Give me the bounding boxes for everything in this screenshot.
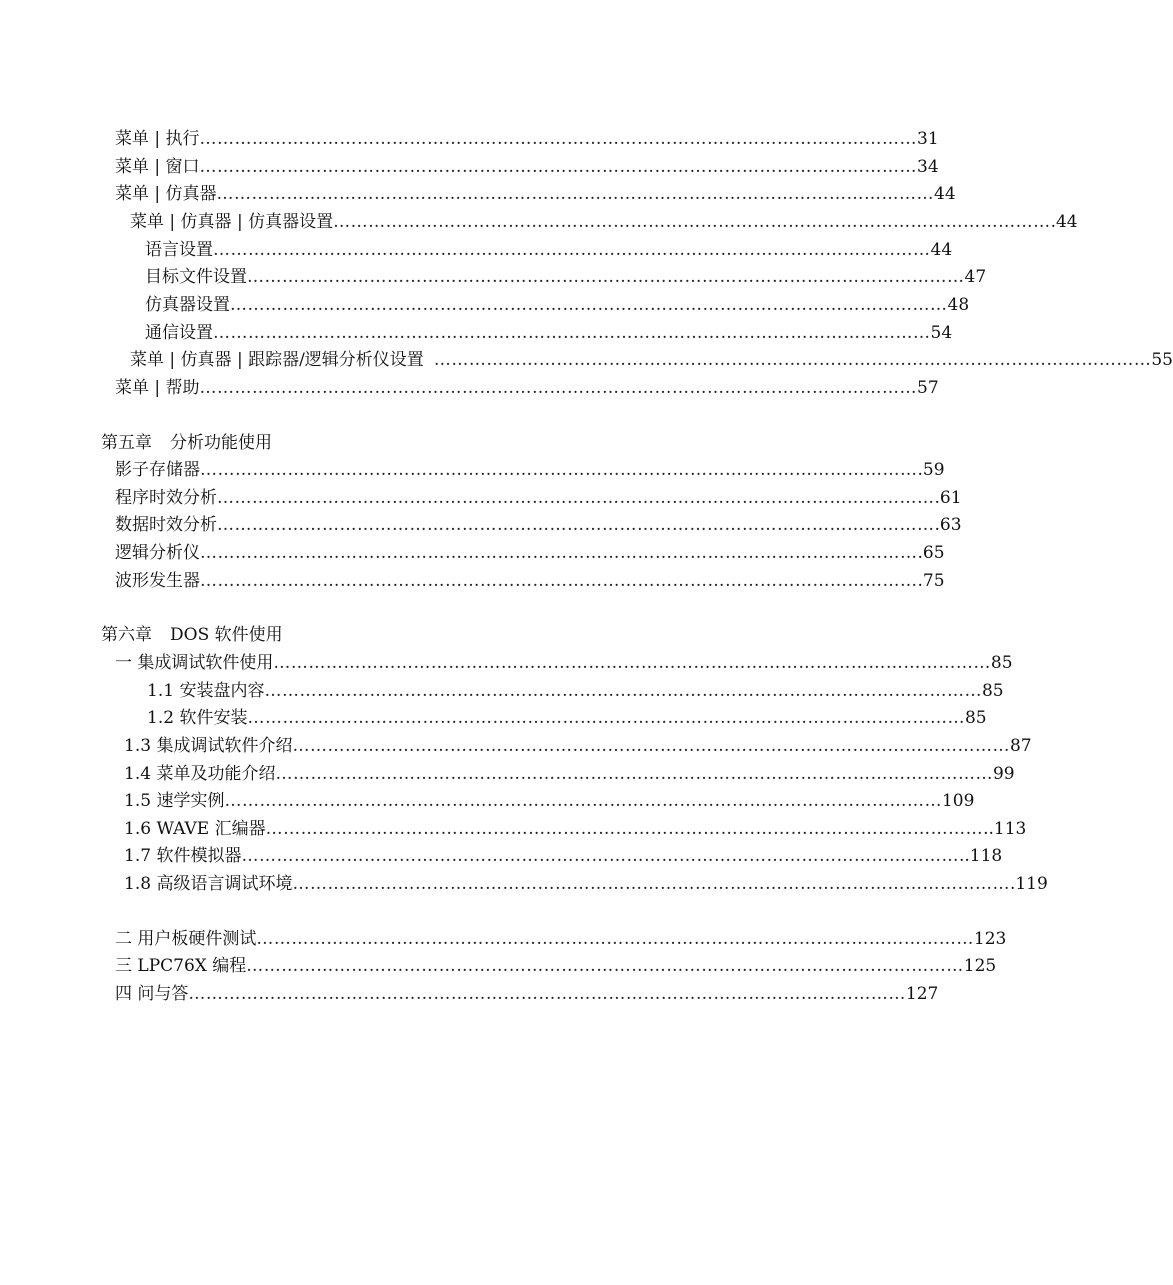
dot-leader: …………………………………………………………………………………………………………… [265,819,984,839]
dot-leader: …………………………………………………………………………………………………………… [246,956,964,976]
toc-entry-page: 47 [964,267,987,287]
dot-leader: …………………………………………………………………………………………………………… [199,157,918,177]
toc-entry-title: 菜单 | 帮助 [115,378,200,398]
dot-leader: …………………………………………………………………………………………………………… [273,653,991,673]
dot-leader: …………………………………………………………………………………………………………… [247,267,965,287]
toc-entry-page: 54 [930,323,953,343]
toc-entry-title: 通信设置 [145,323,213,343]
toc-entry[interactable] [115,156,939,178]
toc-entry-title: 菜单 | 执行 [115,129,200,149]
chapter-title: 分析功能使用 [170,433,272,453]
toc-entry[interactable] [115,487,962,509]
toc-entry-page: 44 [930,240,953,260]
toc-entry-page: 31 [917,129,939,149]
toc-entry[interactable] [147,680,1004,702]
toc-entry-title: 菜单 | 仿真器 | 跟踪器/逻辑分析仪设置 [130,350,424,370]
toc-entry[interactable] [145,294,970,316]
dot-leader: …………………………………………………………………………………………………………… [200,571,918,591]
toc-entry-page: 125 [963,956,997,976]
toc-entry-page: 123 [973,929,1007,949]
toc-entry-page: 85 [981,681,1004,701]
toc-entry[interactable] [130,349,1173,371]
toc-entry[interactable] [124,845,1003,867]
toc-entry[interactable] [124,818,1027,840]
toc-entry[interactable] [147,707,987,729]
chapter-number: 第五章 [101,433,152,453]
toc-entry-title: 菜单 | 仿真器 | 仿真器设置 [130,212,334,232]
toc-entry-page: 57 [917,378,939,398]
toc-entry[interactable] [115,928,1007,950]
toc-entry-page: 85 [964,708,987,728]
toc-entry-title: 四 问与答 [115,984,189,1004]
toc-entry-title: 数据时效分析 [115,515,217,535]
toc-entry[interactable] [145,239,953,261]
dot-leader: …………………………………………………………………………………………………………… [224,791,942,811]
toc-entry-page: 55 [1151,350,1173,370]
toc-entry-title: 1.5 速学实例 [124,791,225,811]
toc-entry[interactable] [145,322,953,344]
chapter-heading[interactable] [101,432,272,454]
dot-leader: …………………………………………………………………………………………………………… [241,846,959,866]
toc-entry-page: .59 [917,460,945,480]
dot-leader: …………………………………………………………………………………………………………… [200,460,918,480]
toc-entry-page: .65 [917,543,945,563]
dot-leader: …………………………………………………………………………………………………………… [230,295,948,315]
toc-entry-page: .44 [1050,212,1078,232]
dot-leader: …………………………………………………………………………………………………………… [275,764,993,784]
dot-leader: …………………………………………………………………………………………………………… [217,488,935,508]
toc-entry-page: ..113 [983,819,1027,839]
toc-entry-title: 菜单 | 仿真器 [115,184,217,204]
dot-leader: …………………………………………………………………………………………………………… [256,929,974,949]
toc-entry[interactable] [130,211,1078,233]
toc-entry[interactable] [115,128,939,150]
toc-entry-title: 仿真器设置 [145,295,230,315]
toc-entry-title: 1.4 菜单及功能介绍 [124,764,276,784]
toc-entry-page: 48 [947,295,970,315]
dot-leader: …………………………………………………………………………………………………………… [264,681,982,701]
toc-entry-title: 1.7 软件模拟器 [124,846,242,866]
dot-leader: …………………………………………………………………………………………………………… [213,240,931,260]
toc-entry[interactable] [115,377,939,399]
dot-leader: …………………………………………………………………………………………………………… [433,350,1152,370]
toc-entry-title: 1.8 高级语言调试环境 [124,874,293,894]
toc-entry-title: 三 LPC76X 编程 [115,956,247,976]
toc-entry-page: 127 [905,984,939,1004]
toc-entry-page: 85 [990,653,1013,673]
toc-entry[interactable] [115,570,945,592]
toc-entry[interactable] [115,542,945,564]
dot-leader: …………………………………………………………………………………………………………… [247,708,965,728]
toc-entry-title: 1.6 WAVE 汇编器 [124,819,266,839]
toc-entry[interactable] [115,652,1013,674]
toc-entry[interactable] [124,790,975,812]
dot-leader: …………………………………………………………………………………………………………… [188,984,906,1004]
toc-entry-title: 影子存储器 [115,460,200,480]
toc-entry-title: 1.3 集成调试软件介绍 [124,736,293,756]
toc-entry-title: 一 集成调试软件使用 [115,653,274,673]
dot-leader: …………………………………………………………………………………………………………… [213,323,931,343]
toc-entry[interactable] [115,514,962,536]
dot-leader: …………………………………………………………………………………………………………… [199,378,918,398]
toc-entry[interactable] [115,183,956,205]
toc-entry-page: 109 [941,791,975,811]
toc-entry-title: 语言设置 [145,240,213,260]
toc-entry-page: .75 [917,571,945,591]
dot-leader: …………………………………………………………………………………………………………… [217,515,935,535]
toc-entry-page: .61 [934,488,962,508]
toc-entry-title: 逻辑分析仪 [115,543,200,563]
toc-entry-page: 34 [917,157,939,177]
dot-leader: …………………………………………………………………………………………………………… [216,184,935,204]
toc-entry-title: 目标文件设置 [145,267,247,287]
dot-leader: …………………………………………………………………………………………………………… [333,212,1051,232]
toc-entry-title: 1.1 安装盘内容 [147,681,265,701]
toc-entry-title: 程序时效分析 [115,488,217,508]
toc-entry[interactable] [115,955,997,977]
toc-entry[interactable] [115,983,939,1005]
dot-leader: …………………………………………………………………………………………………………… [292,874,1010,894]
chapter-title: DOS 软件使用 [170,625,283,645]
toc-entry-title: 波形发生器 [115,571,200,591]
toc-entry-title: 菜单 | 窗口 [115,157,200,177]
toc-entry[interactable] [145,266,987,288]
toc-entry-title: 二 用户板硬件测试 [115,929,257,949]
toc-entry[interactable] [115,459,945,481]
dot-leader: …………………………………………………………………………………………………………… [200,543,918,563]
dot-leader: …………………………………………………………………………………………………………… [199,129,918,149]
toc-entry-title: 1.2 软件安装 [147,708,248,728]
toc-entry-page: .119 [1009,874,1048,894]
toc-entry-page: 87 [1009,736,1032,756]
toc-entry-page: 44 [934,184,956,204]
toc-entry-page: ..118 [958,846,1003,866]
toc-entry[interactable] [124,873,1048,895]
toc-entry[interactable] [124,735,1032,757]
toc-entry-page: 99 [992,764,1015,784]
chapter-heading[interactable] [101,624,283,646]
chapter-number: 第六章 [101,625,152,645]
toc-entry-page: .63 [934,515,962,535]
dot-leader: …………………………………………………………………………………………………………… [292,736,1010,756]
toc-entry[interactable] [124,763,1015,785]
